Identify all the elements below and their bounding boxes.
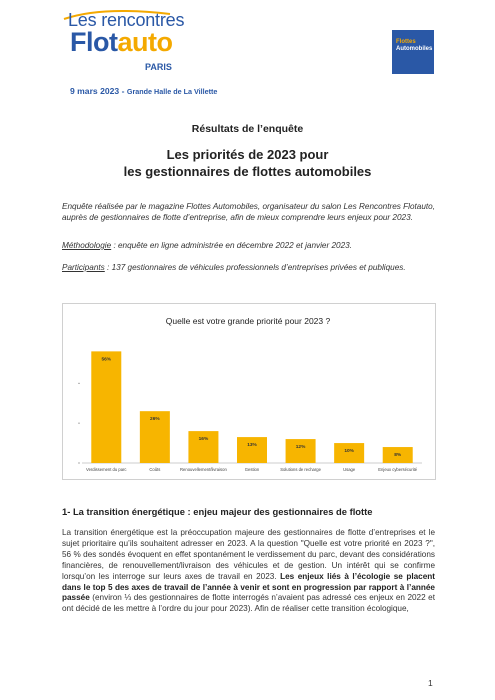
data-label: 16% (198, 437, 209, 443)
data-label: 12% (295, 445, 306, 451)
bar-chart (62, 303, 434, 478)
body-bold-text: Les enjeux liés à l’écologie se placent dans le top 5 des axes de travail de l’année à venir et sont en progression par rapport à l’année passée (62, 571, 435, 603)
data-label: 56% (101, 357, 112, 363)
logo-city: PARIS (145, 62, 172, 72)
body-paragraph: La transition énergétique est la préoccupation majeure des gestionnaires de flotte d’entreprises et le sujet prioritaire qu’ils souhaitent adresser en 2023. A la question "Quelle est votre priorité en 2023 ?", 56 % des sondés évoquent en effet spontanément le verdissement du parc, devant des considérations financières, de renouvellement/livraison des véhicules et de gestion. Un intérêt qui se confirme lorsqu’on les interroge sur leurs axes de travail en 2023. Les enjeux liés à l’écologie se placent dans le top 5 des axes de travail de l’année à venir et sont en progression par rapport à l’année passée (environ ⅓ des gestionnaires de flotte interrogés n’avaient pas adressé ces enjeux en 2022 et ont décidé de les mettre à l’ordre du jour pour 2023). Afin de réaliser cette transition écologique, (62, 528, 435, 614)
methodology-line: Méthodologie : enquête en ligne administrée en décembre 2022 et janvier 2023. (62, 241, 352, 250)
data-label: 13% (247, 443, 257, 449)
event-info (70, 86, 217, 96)
chart-title: Quelle est votre grande priorité pour 2023 ? (165, 316, 331, 326)
page-number: 1 (428, 678, 433, 688)
category-label: Enjeux cybersécurité (378, 467, 418, 472)
category-label: Solutions de recharge (280, 467, 321, 472)
logo-wordmark: Flotauto (70, 27, 173, 57)
category-label: Gestion (244, 467, 260, 472)
bar (188, 431, 218, 463)
bar (286, 439, 316, 463)
category-label: Coûts (149, 467, 161, 472)
event-date: 9 mars 2023 - (70, 86, 125, 96)
category-label: Usage (343, 467, 356, 472)
event-venue: Grande Halle de La Villette (126, 87, 218, 96)
magazine-logo: Flottes Automobiles (392, 30, 434, 74)
bar (237, 437, 267, 463)
data-label: 8% (394, 453, 402, 459)
intro-paragraph: Enquête réalisée par le magazine Flottes Automobiles, organisateur du salon Les Rencontres Flotauto, auprès de gestionnaires de flotte d’entreprise, afin de mieux comprendre leurs enjeux pour 2023. (62, 202, 435, 222)
category-label: Verdissement du parc (86, 467, 127, 472)
page-title: Les priorités de 2023 pour les gestionnaires de flottes automobiles (123, 147, 372, 179)
data-label: 26% (150, 417, 160, 423)
category-label: Renouvellement/livraison (180, 467, 227, 472)
bar (91, 351, 121, 463)
participants-line: Participants : 137 gestionnaires de véhicules professionnels d’entreprises privées et publiques. (62, 263, 406, 272)
section-heading: 1- La transition énergétique : enjeu majeur des gestionnaires de flotte (62, 506, 373, 517)
logo-tagline: Les rencontres (68, 10, 185, 30)
data-label: 10% (344, 449, 354, 455)
survey-label: Résultats de l’enquête (191, 123, 304, 135)
